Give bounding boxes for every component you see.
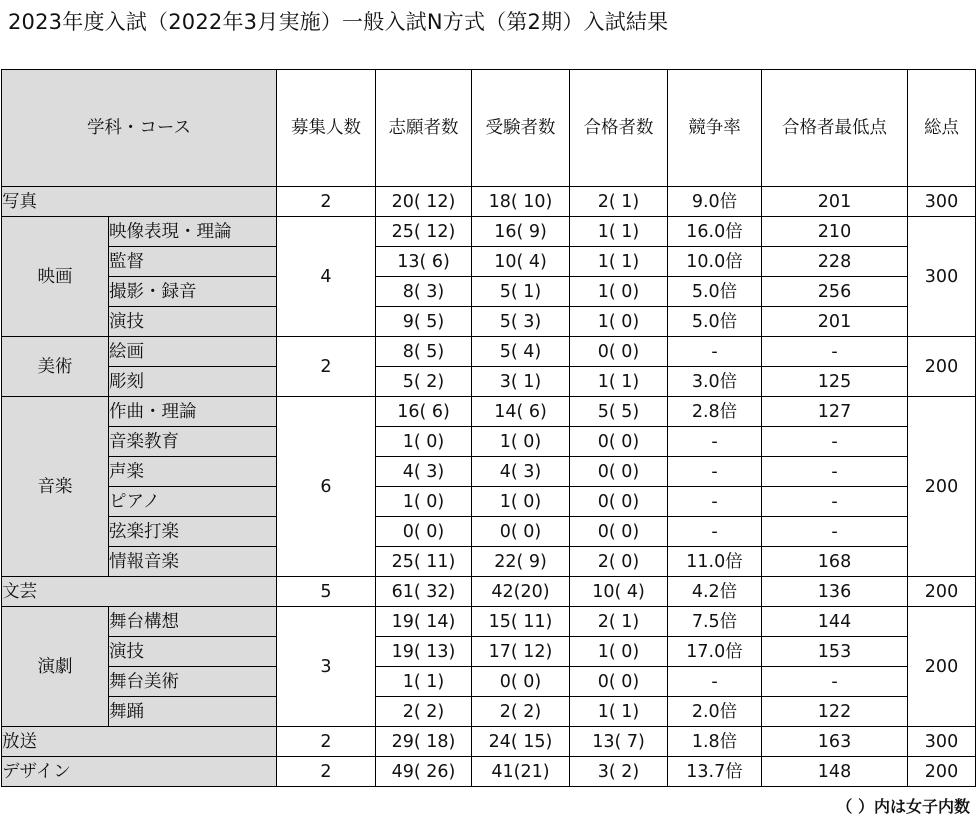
min-score-cell: 148 [762, 757, 908, 787]
passed-cell: 1( 1) [570, 697, 668, 727]
min-score-cell: 144 [762, 607, 908, 637]
total-cell: 200 [908, 577, 976, 607]
examinees-cell: 16( 9) [472, 217, 570, 247]
dept-cell: デザイン [2, 757, 277, 787]
min-score-cell: 136 [762, 577, 908, 607]
header-dept: 学科・コース [2, 70, 277, 187]
capacity-cell: 2 [277, 757, 376, 787]
ratio-cell: - [668, 667, 762, 697]
capacity-cell: 2 [277, 727, 376, 757]
total-cell: 300 [908, 187, 976, 217]
ratio-cell: 2.8倍 [668, 397, 762, 427]
course-cell: 監督 [109, 247, 277, 277]
examinees-cell: 4( 3) [472, 457, 570, 487]
applicants-cell: 61( 32) [376, 577, 472, 607]
table-row [2, 577, 976, 607]
passed-cell: 1( 0) [570, 277, 668, 307]
table-row [2, 457, 976, 487]
course-cell: 絵画 [109, 337, 277, 367]
dept-cell: 放送 [2, 727, 277, 757]
table-row [2, 337, 976, 367]
course-cell: 作曲・理論 [109, 397, 277, 427]
applicants-cell: 8( 3) [376, 277, 472, 307]
applicants-cell: 8( 5) [376, 337, 472, 367]
capacity-cell: 4 [277, 217, 376, 337]
ratio-cell: - [668, 457, 762, 487]
min-score-cell: 210 [762, 217, 908, 247]
capacity-cell: 3 [277, 607, 376, 727]
total-cell: 200 [908, 607, 976, 727]
examinees-cell: 5( 3) [472, 307, 570, 337]
header-ratio: 競争率 [668, 70, 762, 187]
course-cell: 音楽教育 [109, 427, 277, 457]
min-score-cell: 122 [762, 697, 908, 727]
examinees-cell: 5( 1) [472, 277, 570, 307]
passed-cell: 1( 0) [570, 307, 668, 337]
passed-cell: 0( 0) [570, 457, 668, 487]
dept-cell: 美術 [2, 337, 109, 397]
min-score-cell: 153 [762, 637, 908, 667]
min-score-cell: 168 [762, 547, 908, 577]
passed-cell: 1( 1) [570, 367, 668, 397]
ratio-cell: 13.7倍 [668, 757, 762, 787]
examinees-cell: 15( 11) [472, 607, 570, 637]
passed-cell: 1( 0) [570, 637, 668, 667]
header-total: 総点 [908, 70, 976, 187]
table-row [2, 697, 976, 727]
ratio-cell: 4.2倍 [668, 577, 762, 607]
table-row [2, 427, 976, 457]
applicants-cell: 2( 2) [376, 697, 472, 727]
applicants-cell: 49( 26) [376, 757, 472, 787]
table-row [2, 397, 976, 427]
applicants-cell: 1( 0) [376, 427, 472, 457]
passed-cell: 2( 0) [570, 547, 668, 577]
applicants-cell: 25( 12) [376, 217, 472, 247]
ratio-cell: - [668, 337, 762, 367]
passed-cell: 13( 7) [570, 727, 668, 757]
total-cell: 200 [908, 337, 976, 397]
applicants-cell: 1( 0) [376, 487, 472, 517]
min-score-cell: - [762, 487, 908, 517]
table-row [2, 517, 976, 547]
header-min-score: 合格者最低点 [762, 70, 908, 187]
dept-cell: 音楽 [2, 397, 109, 577]
ratio-cell: - [668, 427, 762, 457]
applicants-cell: 29( 18) [376, 727, 472, 757]
header-row [2, 70, 976, 187]
passed-cell: 5( 5) [570, 397, 668, 427]
header-examinees: 受験者数 [472, 70, 570, 187]
total-cell: 300 [908, 727, 976, 757]
examinees-cell: 17( 12) [472, 637, 570, 667]
min-score-cell: 201 [762, 307, 908, 337]
exam-results-table [1, 69, 976, 787]
ratio-cell: 1.8倍 [668, 727, 762, 757]
examinees-cell: 18( 10) [472, 187, 570, 217]
course-cell: 演技 [109, 307, 277, 337]
passed-cell: 0( 0) [570, 487, 668, 517]
course-cell: 撮影・録音 [109, 277, 277, 307]
applicants-cell: 25( 11) [376, 547, 472, 577]
ratio-cell: 5.0倍 [668, 307, 762, 337]
course-cell: 彫刻 [109, 367, 277, 397]
ratio-cell: 2.0倍 [668, 697, 762, 727]
min-score-cell: 228 [762, 247, 908, 277]
table-row [2, 277, 976, 307]
ratio-cell: 5.0倍 [668, 277, 762, 307]
table-row [2, 487, 976, 517]
min-score-cell: - [762, 427, 908, 457]
dept-cell: 文芸 [2, 577, 277, 607]
passed-cell: 10( 4) [570, 577, 668, 607]
examinees-cell: 41(21) [472, 757, 570, 787]
passed-cell: 0( 0) [570, 427, 668, 457]
ratio-cell: 11.0倍 [668, 547, 762, 577]
examinees-cell: 22( 9) [472, 547, 570, 577]
ratio-cell: 7.5倍 [668, 607, 762, 637]
examinees-cell: 14( 6) [472, 397, 570, 427]
table-row [2, 187, 976, 217]
applicants-cell: 13( 6) [376, 247, 472, 277]
table-row [2, 367, 976, 397]
passed-cell: 1( 1) [570, 247, 668, 277]
ratio-cell: - [668, 487, 762, 517]
capacity-cell: 5 [277, 577, 376, 607]
examinees-cell: 5( 4) [472, 337, 570, 367]
passed-cell: 0( 0) [570, 517, 668, 547]
ratio-cell: 10.0倍 [668, 247, 762, 277]
examinees-cell: 2( 2) [472, 697, 570, 727]
ratio-cell: 9.0倍 [668, 187, 762, 217]
table-row [2, 217, 976, 247]
ratio-cell: - [668, 517, 762, 547]
examinees-cell: 0( 0) [472, 517, 570, 547]
examinees-cell: 1( 0) [472, 487, 570, 517]
course-cell: ピアノ [109, 487, 277, 517]
applicants-cell: 9( 5) [376, 307, 472, 337]
table-row [2, 247, 976, 277]
ratio-cell: 3.0倍 [668, 367, 762, 397]
course-cell: 舞台美術 [109, 667, 277, 697]
passed-cell: 2( 1) [570, 187, 668, 217]
passed-cell: 0( 0) [570, 667, 668, 697]
min-score-cell: - [762, 337, 908, 367]
examinees-cell: 1( 0) [472, 427, 570, 457]
table-row [2, 547, 976, 577]
applicants-cell: 1( 1) [376, 667, 472, 697]
total-cell: 200 [908, 397, 976, 577]
capacity-cell: 2 [277, 337, 376, 397]
min-score-cell: - [762, 667, 908, 697]
table-row [2, 667, 976, 697]
table-row [2, 727, 976, 757]
min-score-cell: 201 [762, 187, 908, 217]
course-cell: 演技 [109, 637, 277, 667]
course-cell: 映像表現・理論 [109, 217, 277, 247]
dept-cell: 演劇 [2, 607, 109, 727]
passed-cell: 0( 0) [570, 337, 668, 367]
dept-cell: 写真 [2, 187, 277, 217]
ratio-cell: 17.0倍 [668, 637, 762, 667]
course-cell: 声楽 [109, 457, 277, 487]
table-row [2, 637, 976, 667]
header-applicants: 志願者数 [376, 70, 472, 187]
total-cell: 200 [908, 757, 976, 787]
total-cell: 300 [908, 217, 976, 337]
ratio-cell: 16.0倍 [668, 217, 762, 247]
applicants-cell: 16( 6) [376, 397, 472, 427]
page-title: 2023年度入試（2022年3月実施）一般入試N方式（第2期）入試結果 [8, 10, 669, 34]
min-score-cell: - [762, 457, 908, 487]
course-cell: 弦楽打楽 [109, 517, 277, 547]
footnote: （ ）内は女子内数 [836, 797, 970, 816]
dept-cell: 映画 [2, 217, 109, 337]
min-score-cell: - [762, 517, 908, 547]
examinees-cell: 0( 0) [472, 667, 570, 697]
examinees-cell: 10( 4) [472, 247, 570, 277]
applicants-cell: 20( 12) [376, 187, 472, 217]
passed-cell: 2( 1) [570, 607, 668, 637]
course-cell: 舞踊 [109, 697, 277, 727]
applicants-cell: 5( 2) [376, 367, 472, 397]
applicants-cell: 19( 14) [376, 607, 472, 637]
course-cell: 情報音楽 [109, 547, 277, 577]
table-row [2, 307, 976, 337]
examinees-cell: 24( 15) [472, 727, 570, 757]
examinees-cell: 42(20) [472, 577, 570, 607]
min-score-cell: 125 [762, 367, 908, 397]
applicants-cell: 4( 3) [376, 457, 472, 487]
min-score-cell: 256 [762, 277, 908, 307]
min-score-cell: 163 [762, 727, 908, 757]
passed-cell: 1( 1) [570, 217, 668, 247]
table-row [2, 757, 976, 787]
examinees-cell: 3( 1) [472, 367, 570, 397]
header-passed: 合格者数 [570, 70, 668, 187]
header-capacity: 募集人数 [277, 70, 376, 187]
applicants-cell: 19( 13) [376, 637, 472, 667]
table-row [2, 607, 976, 637]
course-cell: 舞台構想 [109, 607, 277, 637]
passed-cell: 3( 2) [570, 757, 668, 787]
capacity-cell: 6 [277, 397, 376, 577]
min-score-cell: 127 [762, 397, 908, 427]
applicants-cell: 0( 0) [376, 517, 472, 547]
capacity-cell: 2 [277, 187, 376, 217]
